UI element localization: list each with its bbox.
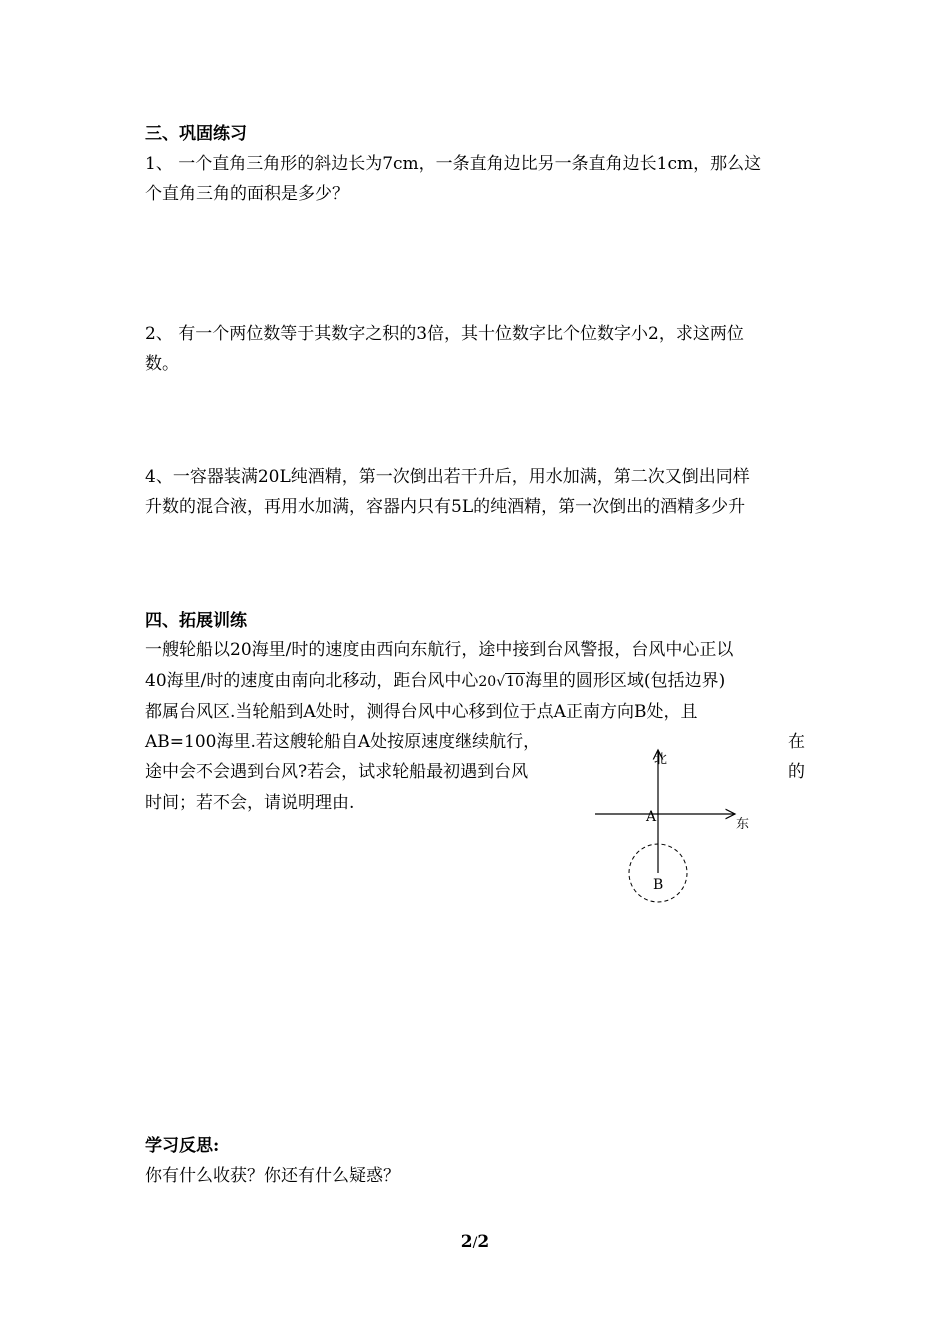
section4-line1: 一艘轮船以20海里/时的速度由西向东航行，途中接到台风警报，台风中心正以 <box>145 640 734 660</box>
point-a-label: A <box>646 809 657 825</box>
north-label: 北 <box>654 752 668 767</box>
point-b-label: B <box>653 877 664 893</box>
section4-line5-end: 的 <box>788 762 805 782</box>
page-number <box>0 1232 950 1252</box>
section4-line2-text-b: 海里的圆形区域(包括边界) <box>524 671 726 691</box>
section4-line4: AB=100海里.若这艘轮船自A处按原速度继续航行， <box>145 732 541 752</box>
question1-line1: 1、 一个直角三角形的斜边长为7cm，一条直角边比另一条直角边长1cm，那么这 <box>145 154 762 174</box>
east-label: 东 <box>736 817 750 832</box>
section4-line6: 时间；若不会，请说明理由. <box>145 793 355 813</box>
question1-line2: 个直角三角的面积是多少？ <box>145 184 349 204</box>
reflection-prompt: 你有什么收获？你还有什么疑惑？ <box>145 1166 400 1186</box>
section4-line5: 途中会不会遇到台风?若会，试求轮船最初遇到台风 <box>145 762 529 782</box>
section4-line2-text-a: 40海里/时的速度由南向北移动，距台风中心 <box>145 671 479 691</box>
question4-line1: 4、一容器装满20L纯酒精，第一次倒出若干升后，用水加满，第二次又倒出同样 <box>145 467 750 487</box>
page-total: 2 <box>477 1232 490 1252</box>
question4-line2: 升数的混合液，再用水加满，容器内只有5L的纯酒精，第一次倒出的酒精多少升 <box>145 497 746 517</box>
reflection-heading: 学习反思: <box>145 1136 220 1156</box>
section3-heading: 三、巩固练习 <box>145 124 247 144</box>
section4-line2 <box>145 667 810 696</box>
typhoon-diagram <box>590 745 760 915</box>
radius-coefficient: 20 <box>478 674 497 690</box>
page-current: 2 <box>460 1232 473 1252</box>
page-separator: / <box>472 1235 478 1251</box>
question2-line2: 数。 <box>145 354 179 374</box>
radius-sqrt-expression: 20√10 <box>478 674 524 690</box>
radius-radicand: 10 <box>506 674 524 690</box>
section4-line3: 都属台风区.当轮船到A处时，测得台风中心移到位于点A正南方向B处，且 <box>145 702 698 722</box>
question2-line1: 2、 有一个两位数等于其数字之积的3倍，其十位数字比个位数字小2，求这两位 <box>145 324 744 344</box>
section4-heading: 四、拓展训练 <box>145 611 247 631</box>
section4-line4-end: 在 <box>788 732 805 752</box>
